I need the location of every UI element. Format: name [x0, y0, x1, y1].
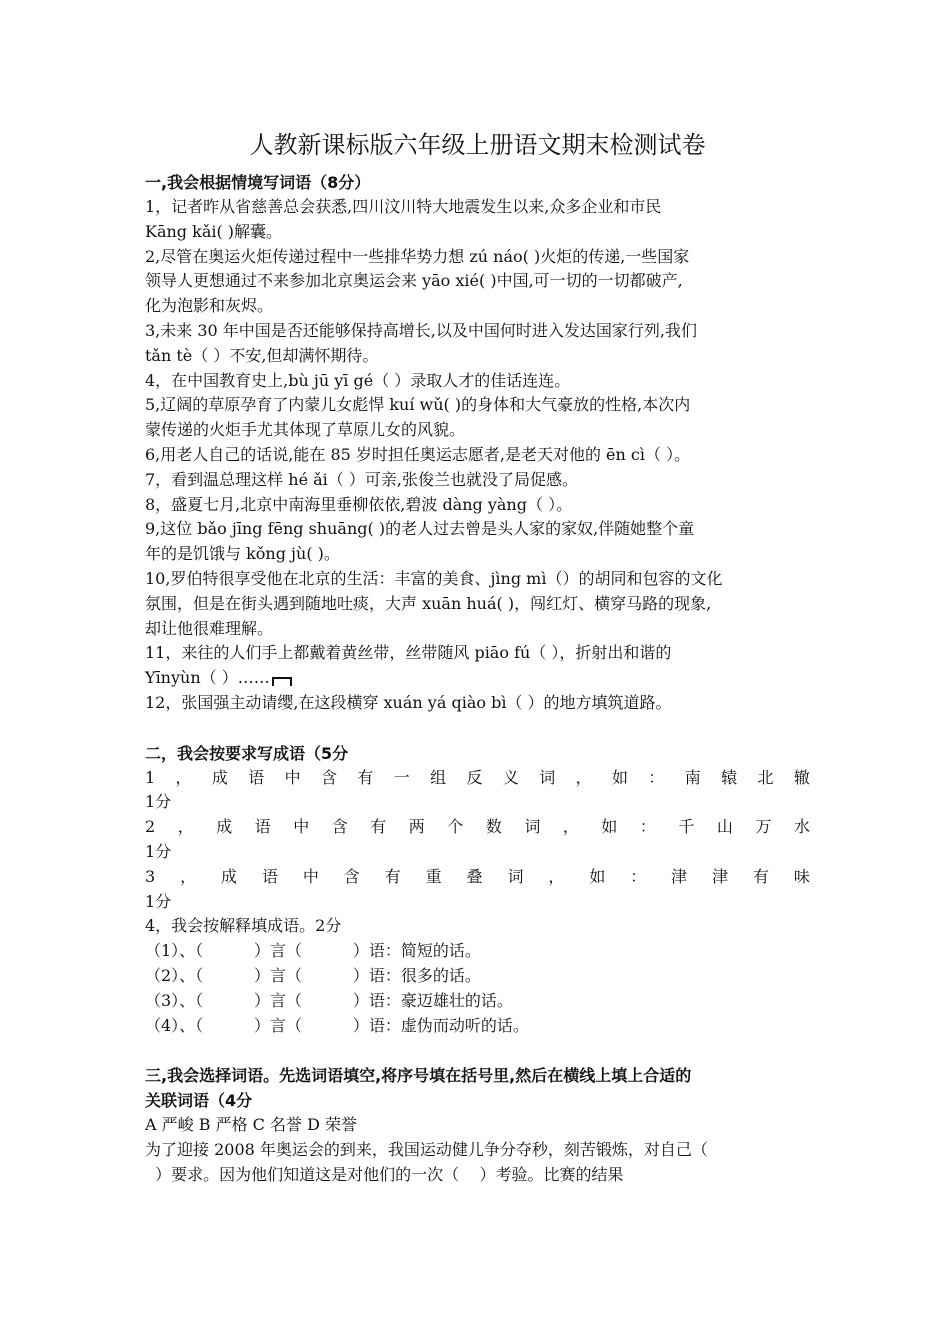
requirement-char: 津	[671, 866, 688, 886]
score-label: 1分	[145, 792, 172, 812]
question-line: 为了迎接 2008 年奥运会的到来，我国运动健儿争分夺秒，刻苦锻炼，对自己（	[145, 1139, 708, 1159]
requirement-char: 1	[145, 767, 156, 787]
requirement-char: 词	[524, 817, 541, 837]
question-line: 6,用老人自己的话说,能在 85 岁时担任奥运志愿者,是老天对他的 ēn cì（ ）。	[145, 444, 691, 464]
spacer	[145, 716, 810, 741]
requirement-char: 叠	[466, 866, 483, 886]
question-line: 11，来往的人们手上都戴着黄丝带，丝带随风 piāo fú（ ），折射出和谐的	[145, 643, 672, 663]
requirement-char: 有	[357, 767, 374, 787]
requirement-char: 辙	[793, 767, 810, 787]
question-line: 7，看到温总理这样 hé ǎi（ ）可亲,张俊兰也就没了局促感。	[145, 469, 578, 489]
requirement-char: 成	[211, 767, 228, 787]
requirement-char: 3	[145, 866, 156, 886]
question-line: 8，盛夏七月,北京中南海里垂柳依依,碧波 dàng yàng（ ）。	[145, 494, 573, 514]
exam-page	[145, 128, 810, 1187]
requirement-char: 成	[221, 866, 238, 886]
requirement-char: 南	[684, 767, 701, 787]
requirement-char: ：	[648, 767, 665, 787]
requirement-char: 词	[507, 866, 524, 886]
requirement-char: 水	[793, 817, 810, 837]
question-text: Yīnyùn（ ）……	[145, 668, 270, 688]
requirement-char: 如	[612, 767, 629, 787]
requirement-char: 中	[293, 817, 310, 837]
section3-heading-cont: 关联词语（4分	[145, 1091, 253, 1111]
requirement-char: 数	[485, 817, 502, 837]
idiom-fill-line: （4）、（ ）言（ ）语：虚伪而动听的话。	[145, 1015, 529, 1035]
requirement-char: 2	[145, 817, 156, 837]
question-line: 蒙传递的火炬手尤其体现了草原儿女的风貌。	[145, 420, 466, 440]
requirement-char: 语	[261, 866, 278, 886]
idiom-requirement-line	[145, 766, 810, 791]
question-line: 1，记者昨从省慈善总会获悉,四川汶川特大地震发生以来,众多企业和市民	[145, 197, 662, 216]
idiom-fill-line: （2）、（ ）言（ ）语：很多的话。	[145, 965, 481, 985]
requirement-char: 有	[370, 817, 387, 837]
page-title: 人教新课标版六年级上册语文期末检测试卷	[249, 131, 706, 159]
section1-heading: 一,我会根据情境写词语（8分）	[145, 173, 371, 192]
requirement-char: ：	[630, 866, 647, 886]
score-label: 1分	[145, 841, 172, 861]
requirement-char: 组	[430, 767, 447, 787]
requirement-char: 北	[757, 767, 774, 787]
requirement-char: ，	[177, 817, 194, 837]
requirement-char: 如	[589, 866, 606, 886]
text-cursor-mark	[272, 677, 292, 686]
question-line: ）要求。因为他们知道这是对他们的一次（ ）考验。比赛的结果	[145, 1164, 624, 1184]
question-line: 却让他很难理解。	[145, 618, 274, 638]
requirement-char: 津	[712, 866, 729, 886]
requirement-char: 山	[716, 817, 733, 837]
score-label: 1分	[145, 891, 172, 911]
word-options: A 严峻 B 严格 C 名誉 D 荣誉	[145, 1115, 357, 1135]
requirement-char: ，	[180, 866, 197, 886]
requirement-char: 词	[539, 767, 556, 787]
question-line: 4，在中国教育史上,bù jū yī gé（ ）录取人才的佳话连连。	[145, 370, 571, 390]
requirement-char: ，	[562, 817, 579, 837]
requirement-char: 语	[254, 817, 271, 837]
requirement-char: 含	[343, 866, 360, 886]
question-line: 年的是饥饿与 kǒng jù( )。	[145, 544, 340, 564]
spacer	[145, 1038, 810, 1063]
question-line: Kāng kǎi( )解囊。	[145, 221, 283, 241]
question-line: 4，我会按解释填成语。2分	[145, 916, 342, 936]
requirement-char: 如	[601, 817, 618, 837]
requirement-char: 一	[393, 767, 410, 787]
requirement-char: 万	[755, 817, 772, 837]
requirement-char: 义	[502, 767, 519, 787]
idiom-fill-line: （3）、（ ）言（ ）语：豪迈雄壮的话。	[145, 990, 513, 1010]
section2-body	[145, 766, 810, 915]
requirement-char: 含	[321, 767, 338, 787]
question-line: 化为泡影和灰烬。	[145, 296, 274, 316]
requirement-char: 中	[302, 866, 319, 886]
requirement-char: 语	[248, 767, 265, 787]
question-line	[145, 666, 810, 691]
idiom-requirement-line	[145, 815, 810, 840]
question-line: 2,尽管在奥运火炬传递过程中一些排华势力想 zú náo( )火炬的传递,一些国家	[145, 246, 690, 266]
requirement-char: 千	[678, 817, 695, 837]
question-line: 氛围，但是在街头遇到随地吐痰，大声 xuān huá( )，闯红灯、横穿马路的现象,	[145, 593, 712, 613]
requirement-char: ：	[639, 817, 656, 837]
question-line: 领导人更想通过不来参加北京奥运会来 yāo xié( )中国,可一切的一切都破产,	[145, 271, 683, 291]
section1-body	[145, 195, 810, 716]
requirement-char: 含	[331, 817, 348, 837]
question-line: 5,辽阔的草原孕育了内蒙儿女彪悍 kuí wǔ( )的身体和大气豪放的性格,本次内	[145, 395, 691, 415]
requirement-char: 成	[216, 817, 233, 837]
requirement-char: 反	[466, 767, 483, 787]
idiom-requirement-line	[145, 865, 810, 890]
idiom-fill-line: （1）、（ ）言（ ）语：简短的话。	[145, 941, 481, 961]
question-line: 9,这位 bǎo jīng fēng shuāng( )的老人过去曾是头人家的家奴,伴随她整个童	[145, 519, 695, 539]
requirement-char: 两	[408, 817, 425, 837]
requirement-char: 中	[284, 767, 301, 787]
requirement-char: ，	[575, 767, 592, 787]
question-line: 12，张国强主动请缨,在这段横穿 xuán yá qiào bì（ ）的地方填筑道路。	[145, 692, 672, 712]
requirement-char: 有	[753, 866, 770, 886]
question-line: 3,未来 30 年中国是否还能够保持高增长,以及中国何时进入发达国家行列,我们	[145, 320, 697, 340]
question-line: 10,罗伯特很享受他在北京的生活：丰富的美食、jìng mì（）的胡同和包容的文化	[145, 568, 723, 588]
question-line: tǎn tè（ ）不安,但却满怀期待。	[145, 345, 379, 365]
section2-heading: 二，我会按要求写成语（5分	[145, 743, 349, 763]
section3-heading: 三,我会选择词语。先选词语填空,将序号填在括号里,然后在横线上填上合适的	[145, 1066, 692, 1086]
requirement-char: 有	[384, 866, 401, 886]
requirement-char: ，	[548, 866, 565, 886]
requirement-char: 味	[793, 866, 810, 886]
requirement-char: 个	[447, 817, 464, 837]
requirement-char: 重	[425, 866, 442, 886]
requirement-char: ，	[175, 767, 192, 787]
requirement-char: 辕	[721, 767, 738, 787]
